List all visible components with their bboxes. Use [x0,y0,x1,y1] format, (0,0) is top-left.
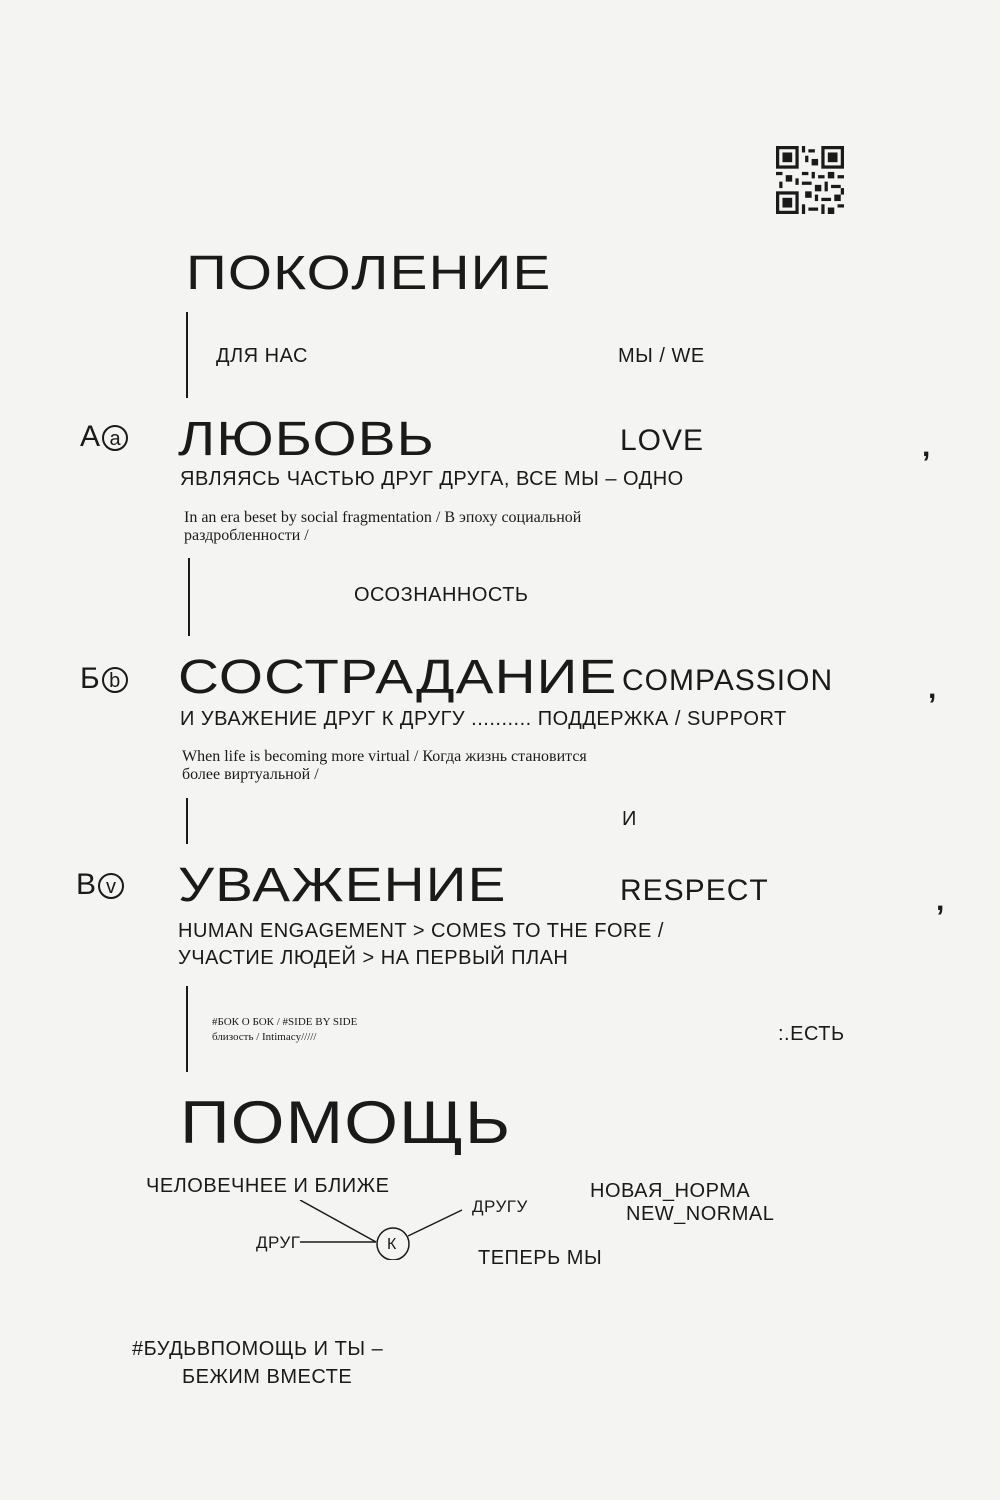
intimacy-tag: близость / Intimacy///// [212,1031,317,1043]
section-a-body-2: раздробленности / [184,527,309,544]
section-v-connector: :.ЕСТЬ [778,1023,845,1045]
new-norm-ru: НОВАЯ_НОРМА [590,1180,751,1202]
diagram-right-label: ДРУГУ [472,1197,528,1216]
section-v-title-en: RESPECT [620,874,769,907]
section-b-body-2: более виртуальной / [182,766,319,783]
divider-line [186,312,188,398]
section-v-comma: , [936,884,945,917]
divider-line [186,798,188,844]
we-label: МЫ / WE [618,345,705,367]
help-title: ПОМОЩЬ [180,1089,512,1156]
new-norm-en: NEW_NORMAL [626,1203,775,1225]
section-a-connector: ОСОЗНАННОСТЬ [354,584,529,606]
section-a-title-ru: ЛЮБОВЬ [178,413,436,466]
section-v-title-ru: УВАЖЕНИЕ [178,859,507,912]
section-circle-icon: b [102,667,128,693]
diagram-line-right [408,1210,462,1236]
section-v-marker [76,868,124,902]
hashtag-line-2: БЕЖИМ ВМЕСТЕ [182,1366,353,1388]
hashtag-line-1: #БУДЬВПОМОЩЬ И ТЫ – [132,1338,384,1360]
section-b-connector: И [622,808,637,830]
section-b-comma: , [928,672,937,705]
divider-line [186,986,188,1072]
section-circle-icon: a [102,425,128,451]
connection-diagram [290,1200,470,1260]
for-us-label: ДЛЯ НАС [216,345,308,367]
section-a-subtitle: ЯВЛЯЯСЬ ЧАСТЬЮ ДРУГ ДРУГА, ВСЕ МЫ – ОДНО [180,468,684,490]
section-b-title-ru: СОСТРАДАНИЕ [178,651,618,704]
section-a-body-1: In an era beset by social fragmentation / В эпоху социальной [184,509,582,526]
section-b-body-1: When life is becoming more virtual / Когда жизнь становится [182,748,587,765]
section-a-marker [80,420,128,454]
section-b-title-en: COMPASSION [622,664,834,697]
diagram-left-label: ДРУГ [256,1233,301,1252]
section-v-subtitle-1: HUMAN ENGAGEMENT > COMES TO THE FORE / [178,920,664,942]
qr-code-icon [776,146,844,214]
section-letter: Б [80,662,100,695]
section-circle-icon: v [98,873,124,899]
section-a-comma: , [922,430,931,463]
section-b-subtitle: И УВАЖЕНИЕ ДРУГ К ДРУГУ .......... ПОДДЕРЖКА / SUPPORT [180,708,787,730]
section-letter: В [76,868,97,901]
section-v-subtitle-2: УЧАСТИЕ ЛЮДЕЙ > НА ПЕРВЫЙ ПЛАН [178,947,569,969]
page-title: ПОКОЛЕНИЕ [186,247,552,300]
section-b-marker [80,662,128,696]
divider-line [188,558,190,636]
section-a-title-en: LOVE [620,424,705,457]
humane-text: ЧЕЛОВЕЧНЕЕ И БЛИЖЕ [146,1175,390,1197]
section-letter: А [80,420,101,453]
diagram-line-left [300,1200,376,1242]
now-we-text: ТЕПЕРЬ МЫ [478,1247,603,1269]
side-by-side-tag: #БОК О БОК / #SIDE BY SIDE [212,1016,358,1028]
diagram-center-label: К [387,1236,397,1253]
